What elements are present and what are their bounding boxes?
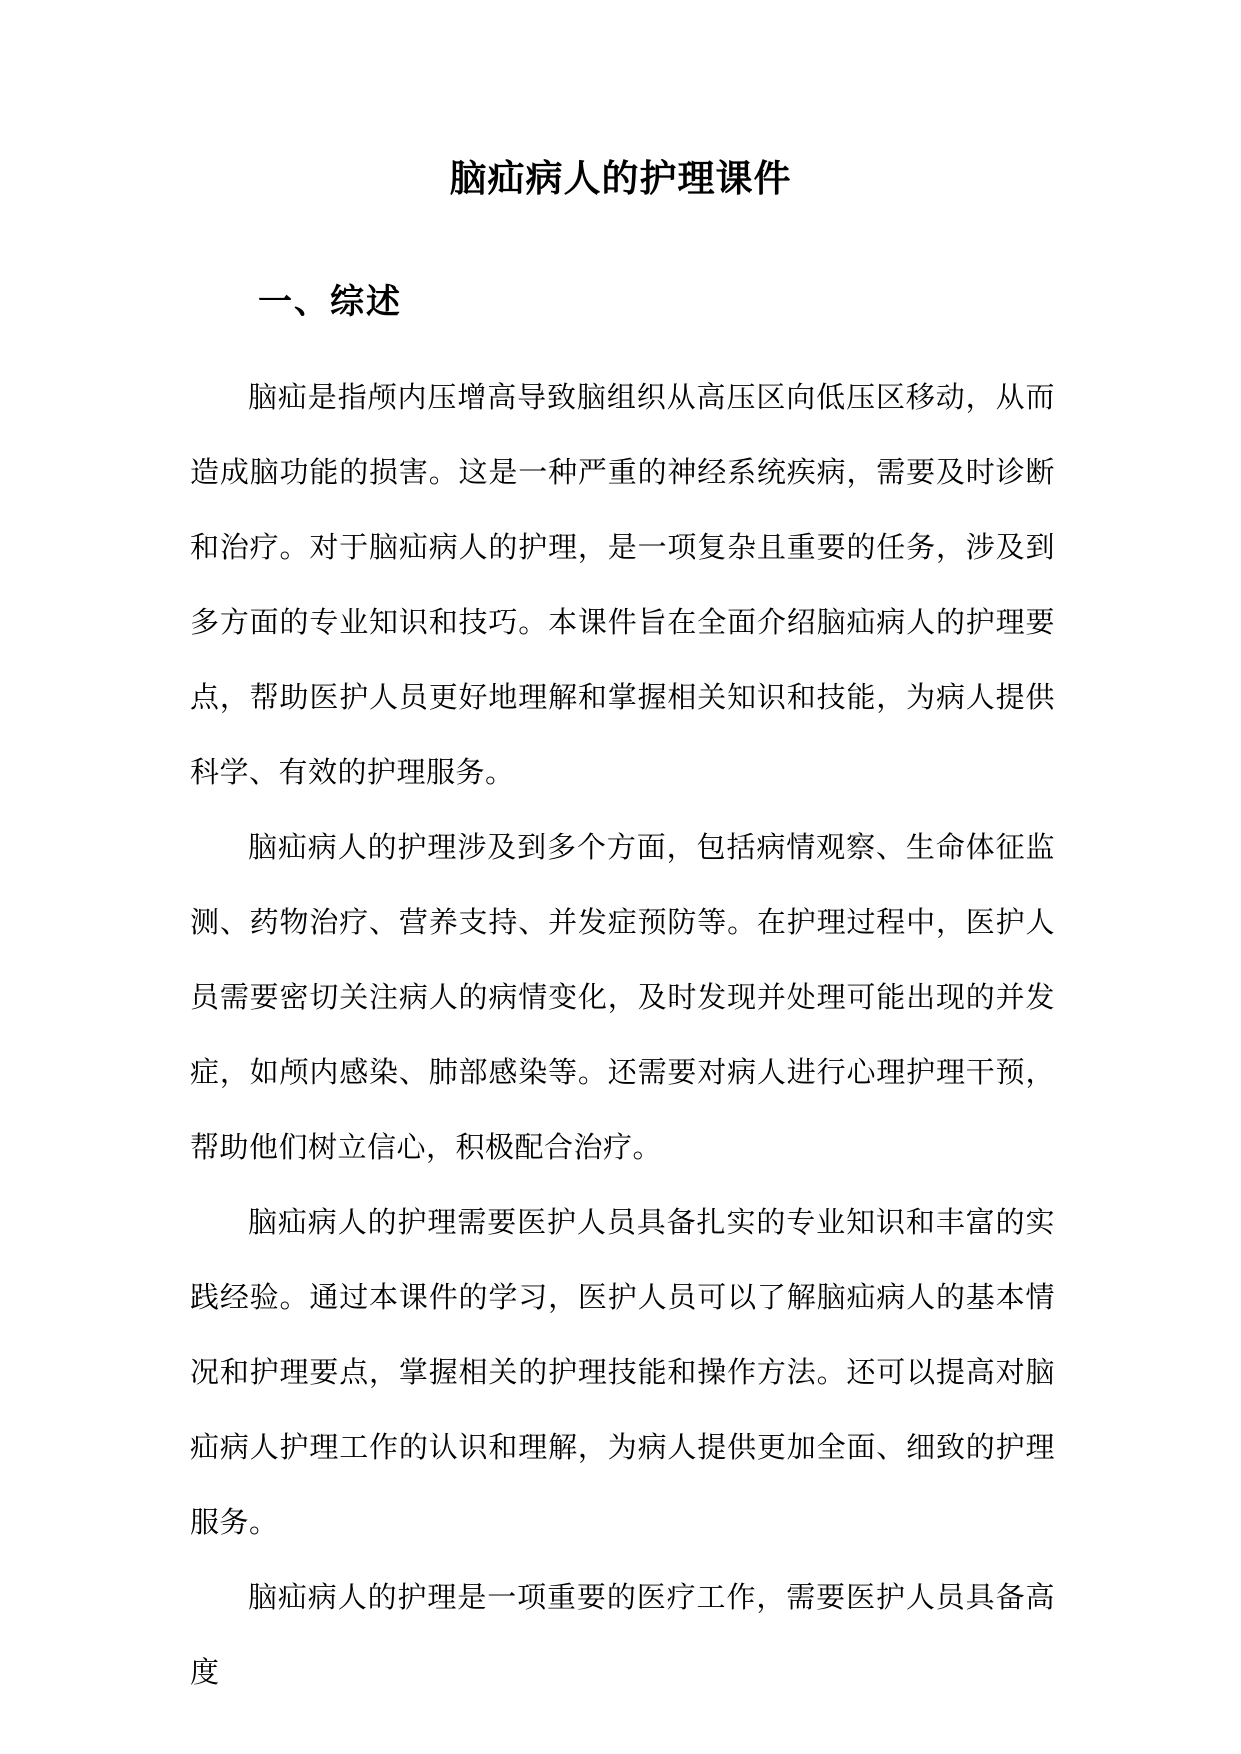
- body-text: [190, 360, 1055, 1710]
- document-title: 脑疝病人的护理课件: [449, 156, 792, 200]
- section-heading: 一、综述: [258, 282, 402, 322]
- paragraph: 脑疝病人的护理涉及到多个方面，包括病情观察、生命体征监测、药物治疗、营养支持、并发症预防等。在护理过程中，医护人员需要密切关注病人的病情变化，及时发现并处理可能出现的并发症，如颅内感染、肺部感染等。还需要对病人进行心理护理干预，帮助他们树立信心，积极配合治疗。: [190, 830, 1055, 1164]
- paragraph: 脑疝病人的护理是一项重要的医疗工作，需要医护人员具备高度: [190, 1580, 1055, 1689]
- paragraph: 脑疝是指颅内压增高导致脑组织从高压区向低压区移动，从而造成脑功能的损害。这是一种严重的神经系统疾病，需要及时诊断和治疗。对于脑疝病人的护理，是一项复杂且重要的任务，涉及到多方面的专业知识和技巧。本课件旨在全面介绍脑疝病人的护理要点，帮助医护人员更好地理解和掌握相关知识和技能，为病人提供科学、有效的护理服务。: [190, 380, 1055, 789]
- paragraph: 脑疝病人的护理需要医护人员具备扎实的专业知识和丰富的实践经验。通过本课件的学习，医护人员可以了解脑疝病人的基本情况和护理要点，掌握相关的护理技能和操作方法。还可以提高对脑疝病人护理工作的认识和理解，为病人提供更加全面、细致的护理服务。: [190, 1205, 1055, 1539]
